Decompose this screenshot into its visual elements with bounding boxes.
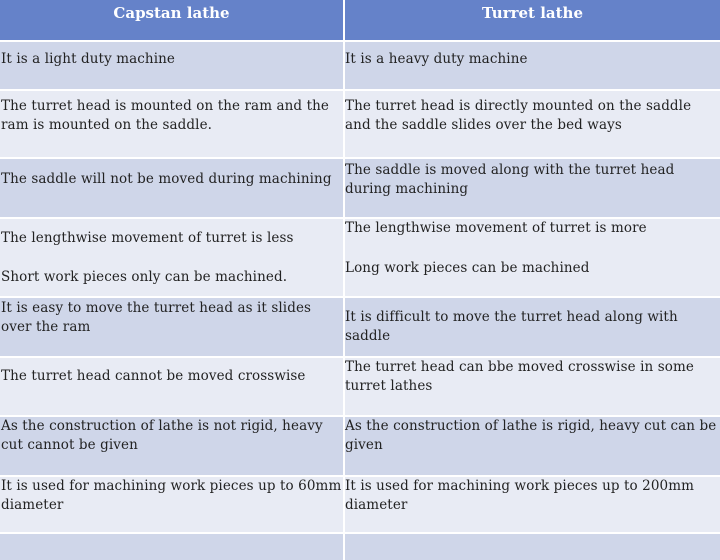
header-turret-lathe: Turret lathe [345, 0, 720, 40]
table-row [0, 219, 720, 258]
capstan-cell: The turret head cannot be moved crosswise [1, 368, 306, 384]
table-row [0, 298, 720, 356]
capstan-cell: Short work pieces only can be machined. [1, 269, 288, 285]
turret-cell: It is difficult to move the turret head along with saddle [345, 309, 678, 344]
capstan-cell: The lengthwise movement of turret is less [1, 230, 294, 246]
capstan-cell: The turret head is mounted on the ram and the ram is mounted on the saddle. [1, 98, 329, 133]
turret-cell: It is a heavy duty machine [345, 51, 528, 67]
column-divider [343, 534, 345, 560]
turret-cell: The turret head is directly mounted on the saddle and the saddle slides over the bed ways [345, 98, 692, 133]
table-row [0, 91, 720, 157]
capstan-cell: It is easy to move the turret head as it slides over the ram [1, 300, 312, 335]
turret-cell: As the construction of lathe is rigid, heavy cut can be given [345, 418, 717, 453]
turret-cell: Long work pieces can be machined [345, 260, 590, 276]
table-row [0, 42, 720, 89]
capstan-cell: The saddle will not be moved during machining [1, 171, 332, 187]
table-row-cut-off [0, 534, 720, 560]
capstan-cell: It is used for machining work pieces up to 60mm diameter [1, 478, 342, 513]
table-row [0, 159, 720, 217]
turret-cell: It is used for machining work pieces up to 200mm diameter [345, 478, 695, 513]
capstan-cell: It is a light duty machine [1, 51, 175, 67]
table-row [0, 358, 720, 415]
table-row [0, 417, 720, 475]
turret-cell: The lengthwise movement of turret is more [345, 220, 647, 236]
table-row [0, 477, 720, 532]
turret-cell: The turret head can bbe moved crosswise in some turret lathes [345, 359, 694, 394]
capstan-cell: As the construction of lathe is not rigid, heavy cut cannot be given [1, 418, 323, 453]
table-row [0, 258, 720, 296]
turret-cell: The saddle is moved along with the turret head during machining [345, 162, 675, 197]
header-capstan-lathe: Capstan lathe [0, 0, 343, 40]
